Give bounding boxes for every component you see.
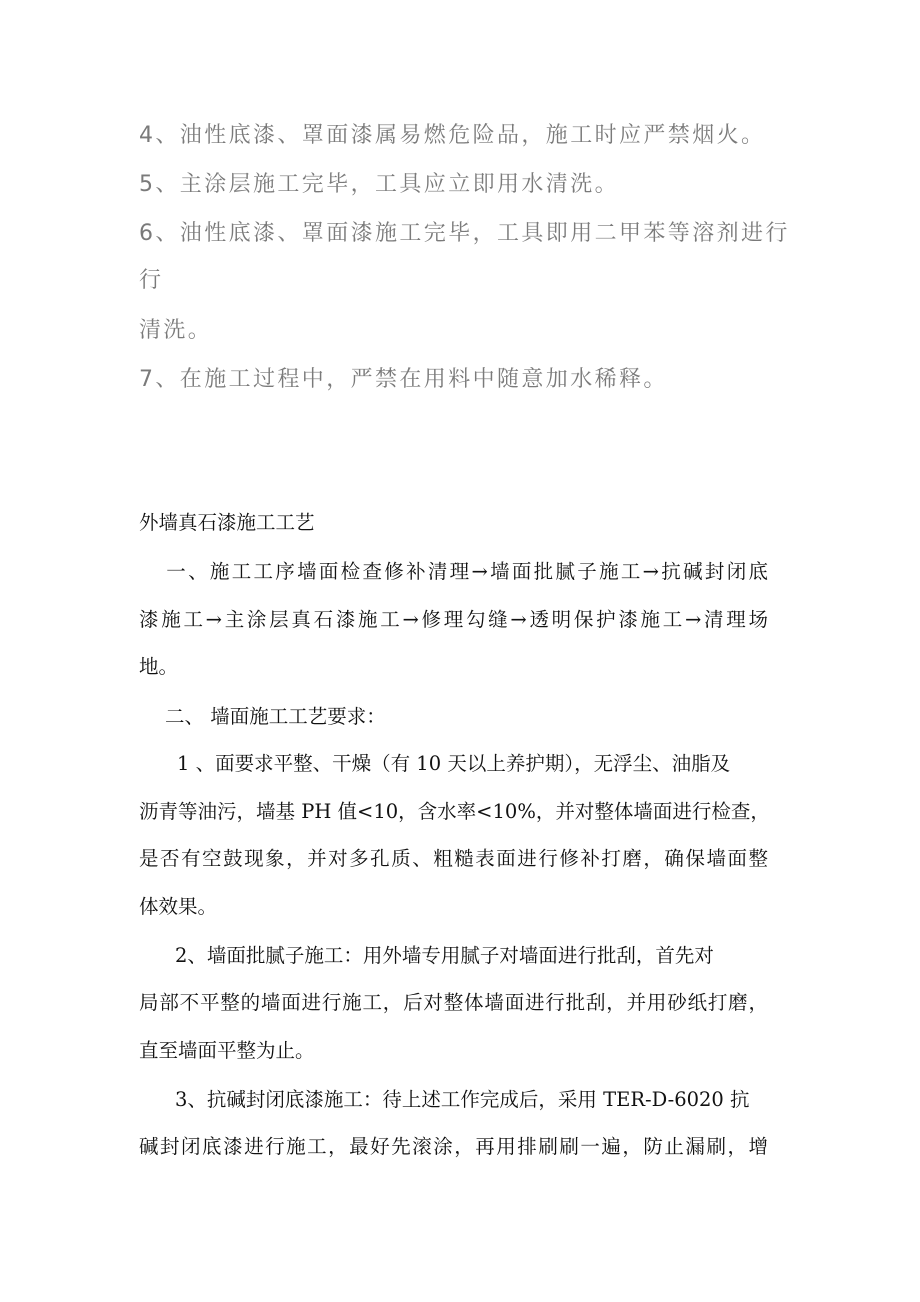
section2-heading: 二、 墙面施工工艺要求： [165,705,386,728]
document-title: 外墙真石漆施工工艺 [139,511,315,534]
gray-item-6-line2: 行 [139,268,164,293]
section1-line3: 地。 [139,655,179,678]
section1-line1: 一、施工工序墙面检查修补清理→墙面批腻子施工→抗碱封闭底 [164,560,768,583]
para1-line1: 1 、面要求平整、干燥（有 10 天以上养护期），无浮尘、油脂及 [177,752,731,775]
para2-line2: 局部不平整的墙面进行施工，后对整体墙面进行批刮，并用砂纸打磨， [139,991,768,1014]
gray-item-4: 4、油性底漆、罩面漆属易燃危险品，施工时应严禁烟火。 [139,123,766,148]
para2-line1: 2、墙面批腻子施工：用外墙专用腻子对墙面进行批刮，首先对 [175,944,714,967]
para3-line1: 3、抗碱封闭底漆施工：待上述工作完成后，采用 TER-D-6020 抗 [175,1088,750,1111]
para1-line3: 是否有空鼓现象，并对多孔质、粗糙表面进行修补打磨，确保墙面整 [139,847,768,870]
section1-line2: 漆施工→主涂层真石漆施工→修理勾缝→透明保护漆施工→清理场 [139,608,768,631]
para3-line2: 碱封闭底漆进行施工，最好先滚涂，再用排刷刷一遍，防止漏刷，增 [139,1135,768,1158]
para2-line3: 直至墙面平整为止。 [139,1039,315,1062]
para1-line2: 沥青等油污，墙基 PH 值<10，含水率<10%，并对整体墙面进行检查， [139,800,770,823]
gray-item-6-line3: 清洗。 [139,318,213,343]
para1-line4: 体效果。 [139,895,218,918]
gray-item-5: 5、主涂层施工完毕，工具应立即用水清洗。 [139,172,619,197]
gray-item-7: 7、在施工过程中，严禁在用料中随意加水稀释。 [139,367,668,392]
gray-item-6-line1: 6、油性底漆、罩面漆施工完毕，工具即用二甲苯等溶剂进行 [139,221,790,246]
